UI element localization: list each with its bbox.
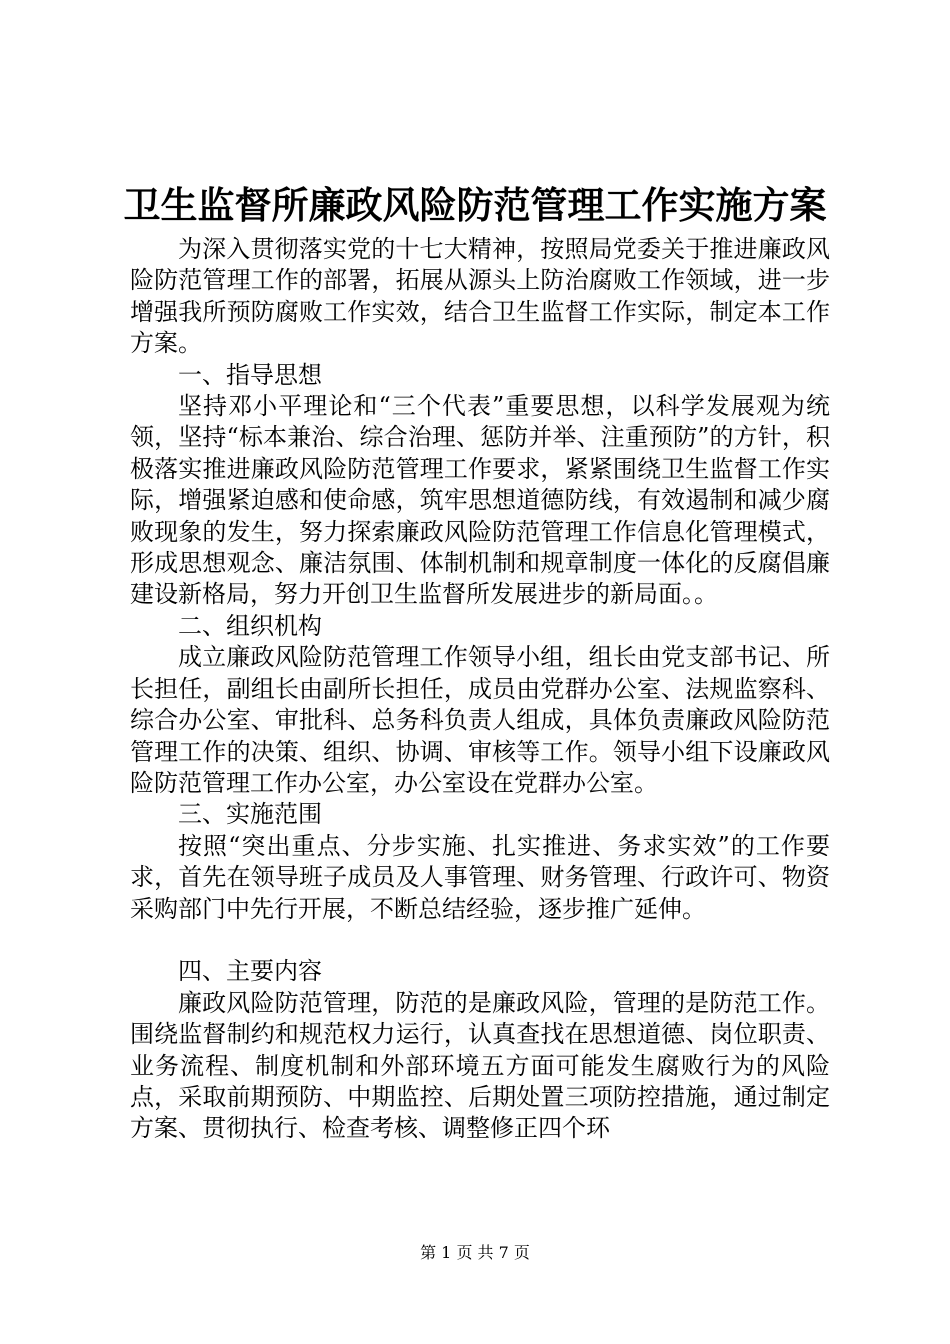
section-heading-scope: 三、实施范围 bbox=[178, 800, 322, 829]
section-heading-organization: 二、组织机构 bbox=[178, 611, 322, 640]
section-text-guiding-thought: 坚持邓小平理论和“三个代表”重要思想，以科学发展观为统领，坚持“标本兼治、综合治理、惩防并举、注重预防”的方针，积极落实推进廉政风险防范管理工作要求，紧紧围绕卫生监督工作实际，增强紧迫感和使命感，筑牢思想道德防线，有效遏制和减少腐败现象的发生，努力探索廉政风险防范管理工作信息化管理模式，形成思想观念、廉洁氛围、体制机制和规章制度一体化的反腐倡廉建设新格局，努力开创卫生监督所发展进步的新局面。。 bbox=[130, 392, 830, 609]
page-number-footer: 第 1 页 共 7 页 bbox=[420, 1243, 530, 1262]
section-text-main-content: 廉政风险防范管理，防范的是廉政风险，管理的是防范工作。围绕监督制约和规范权力运行，认真查找在思想道德、岗位职责、业务流程、制度机制和外部环境五方面可能发生腐败行为的风险点，采取前期预防、中期监控、后期处置三项防控措施，通过制定方案、贯彻执行、检查考核、调整修正四个环 bbox=[130, 988, 830, 1143]
section-heading-main-content: 四、主要内容 bbox=[178, 957, 322, 986]
section-text-scope: 按照“突出重点、分步实施、扎实推进、务求实效”的工作要求，首先在领导班子成员及人事管理、财务管理、行政许可、物资采购部门中先行开展，不断总结经验，逐步推广延伸。 bbox=[130, 831, 830, 923]
document-title: 卫生监督所廉政风险防范管理工作实施方案 bbox=[123, 183, 827, 227]
section-heading-guiding-thought: 一、指导思想 bbox=[178, 360, 322, 389]
blank-line bbox=[130, 925, 830, 956]
document-body bbox=[130, 234, 830, 1145]
section-text-organization: 成立廉政风险防范管理工作领导小组，组长由党支部书记、所长担任，副组长由副所长担任，成员由党群办公室、法规监察科、综合办公室、审批科、总务科负责人组成，具体负责廉政风险防范管理工作的决策、组织、协调、审核等工作。领导小组下设廉政风险防范管理工作办公室，办公室设在党群办公室。 bbox=[130, 643, 830, 797]
intro-paragraph: 为深入贯彻落实党的十七大精神，按照局党委关于推进廉政风险防范管理工作的部署，拓展从源头上防治腐败工作领域，进一步增强我所预防腐败工作实效，结合卫生监督工作实际，制定本工作方案。 bbox=[130, 235, 830, 358]
